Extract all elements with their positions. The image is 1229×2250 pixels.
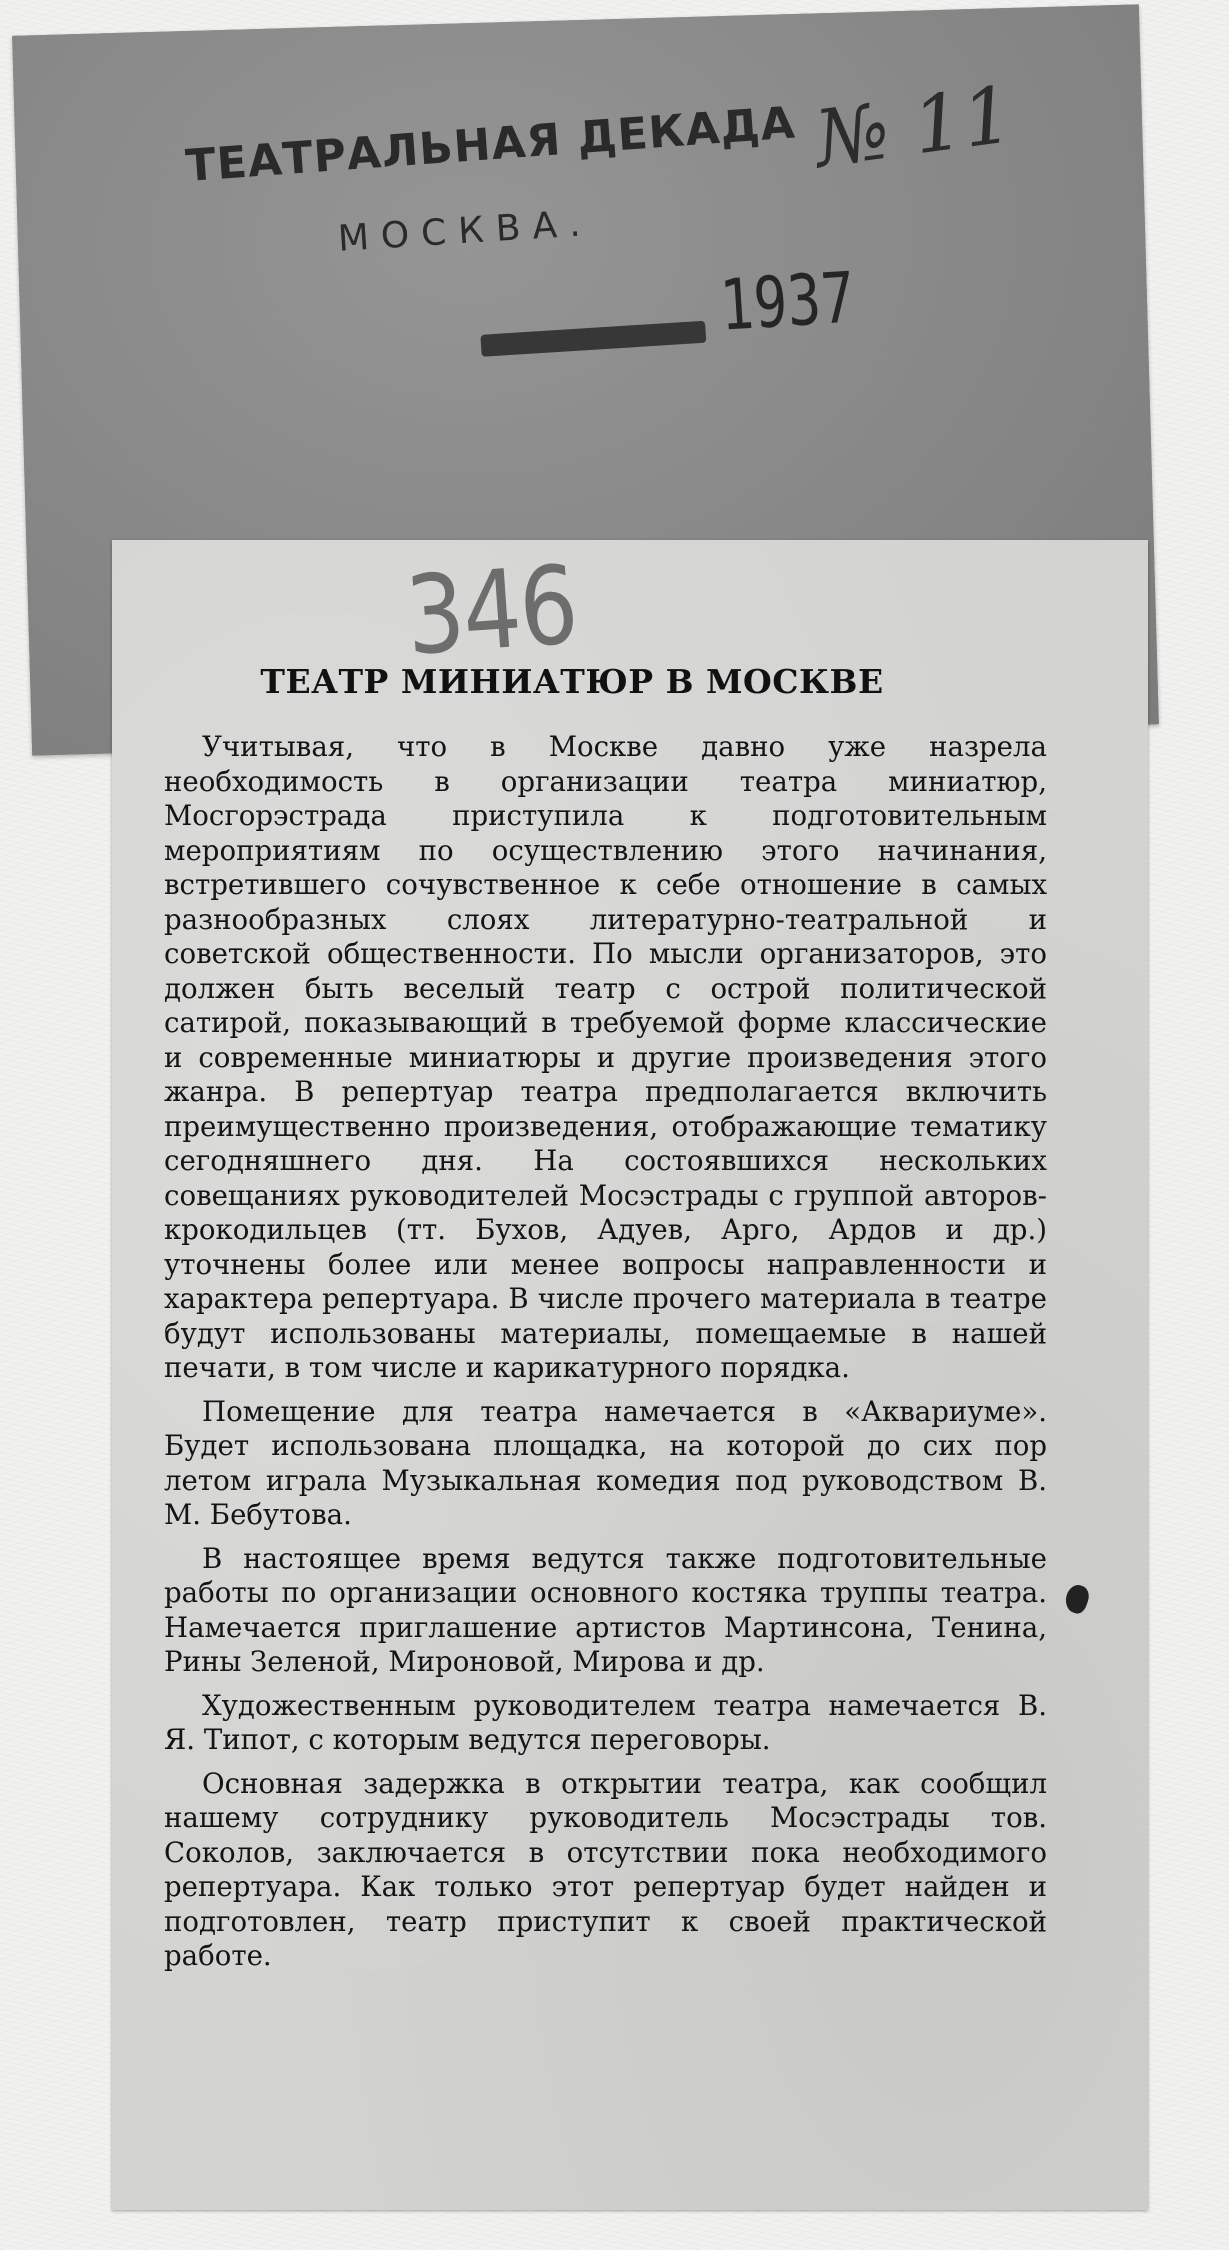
article-paragraph: Художественным руководителем театра намечается В. Я. Типот, с которым ведутся переговоры. xyxy=(164,1688,1047,1756)
date-strikeout-bar xyxy=(480,321,706,357)
city-stamp: МОСКВА. xyxy=(336,202,594,260)
handwritten-issue-number: № 11 xyxy=(810,70,1019,186)
article-paragraph: Помещение для театра намечается в «Аквариуме». Будет использована площадка, на которой до сих пор летом играла Музыкальная комедия под руководством В. М. Бебутова. xyxy=(164,1394,1047,1531)
publication-stamp: ТЕАТРАЛЬНАЯ ДЕКАДА xyxy=(184,97,798,193)
pencil-archive-number: 346 xyxy=(402,543,581,680)
article-paragraph: Основная задержка в открытии театра, как сообщил нашему сотруднику руководитель Мосэстрады тов. Соколов, заключается в отсутствии пока необходимого репертуара. Как только этот репертуар будет найден и подготовлен, театр приступит к своей практической работе. xyxy=(164,1766,1047,1972)
year-stamp: 1937 xyxy=(717,257,858,348)
article-body xyxy=(164,730,1047,1983)
article-title: ТЕАТР МИНИАТЮР В МОСКВЕ xyxy=(260,662,884,701)
newspaper-clipping xyxy=(112,540,1148,2210)
article-paragraph: Учитывая, что в Москве давно уже назрела необходимость в организации театра миниатюр, Мосгорэстрада приступила к подготовительным мероприятиям по осуществлению этого начинания, встретившего сочувственное к себе отношение в самых разнообразных слоях литературно-театральной и советской общественности. По мысли организаторов, это должен быть веселый театр с острой политической сатирой, показывающий в требуемой форме классические и современные миниатюры и другие произведения этого жанра. В репертуар театра предполагается включить преимущественно произведения, отображающие тематику сегодняшнего дня. На состоявшихся нескольких совещаниях руководителей Мосэстрады с группой авторов-крокодильцев (тт. Бухов, Адуев, Арго, Ардов и др.) уточнены более или менее вопросы направленности и характера репертуара. В числе прочего материала в театре будут использованы материалы, помещаемые в нашей печати, в том числе и карикатурного порядка. xyxy=(164,730,1047,1384)
article-paragraph: В настоящее время ведутся также подготовительные работы по организации основного костяка труппы театра. Намечается приглашение артистов Мартинсона, Тенина, Рины Зеленой, Мироновой, Мирова и др. xyxy=(164,1541,1047,1678)
